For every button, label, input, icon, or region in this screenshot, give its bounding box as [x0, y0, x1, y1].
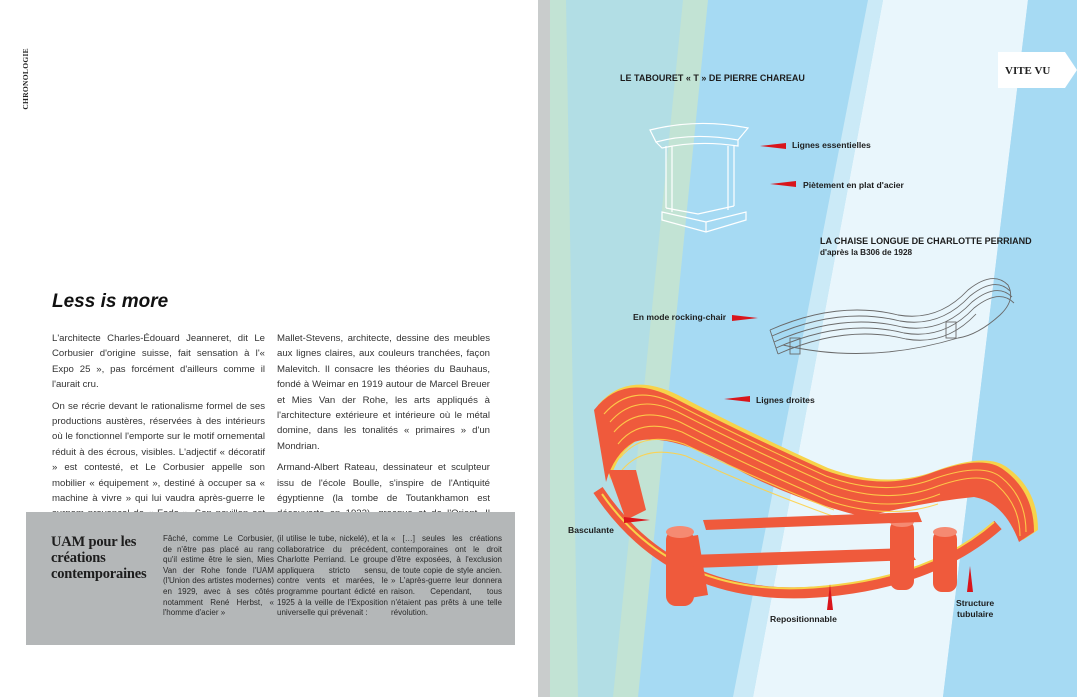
sidebar-column-3: « […] seules les créations contemporaines ont le droit d'être exposées, à l'exclusion de toute copie de style ancien. » L'après-guerre leur donnera raison. Cependant, tous n'étaient pas prêts à une telle révolution. — [391, 534, 502, 618]
pointer-lignes-essentielles — [760, 143, 786, 149]
label-repositionnable: Repositionnable — [770, 614, 837, 624]
stool-heading: LE TABOURET « T » DE PIERRE CHAREAU — [620, 73, 805, 83]
pointer-structure — [967, 566, 973, 592]
label-lignes-droites: Lignes droites — [756, 395, 815, 405]
label-lignes-essentielles: Lignes essentielles — [792, 140, 871, 150]
paragraph: Mallet-Stevens, architecte, dessine des meubles aux lignes claires, aux couleurs tranchées, façon Malevitch. Il consacre les théories du Bauhaus, fondé à Weimar en 1919 autour de Marcel Breuer et Mies Van der Rohe, les arts appliqués à l'architecture extérieure et intérieure où le métal domine, dans les tonalités « primaires » d'un Mondrian. — [277, 333, 490, 452]
sidebar-column-1: Fâché, comme Le Corbusier, de n'être pas placé au rang qu'il estime être le sien, Mies Van der Rohe fonde l'UAM (l'Union des artistes modernes) en 1929, avec à ses côtés notamment René Herbst, « l'homme d'acier » — [163, 534, 274, 618]
label-structure-line2: tubulaire — [956, 609, 994, 619]
chair-heading-line2: d'après la B306 de 1928 — [820, 248, 913, 257]
sidebar-box — [26, 512, 515, 645]
label-structure — [956, 598, 994, 620]
pointer-pietement — [770, 181, 796, 187]
article-title: Less is more — [52, 291, 169, 312]
paragraph: Armand-Albert Rateau, dessinateur et sculpteur issu de l'école Boulle, s'inspire de l'Antiquité égyptienne (la tombe de Toutankhamon est — [277, 462, 490, 505]
running-head: CHRONOLOGIE — [21, 48, 30, 110]
sidebar-column-2: (il utilise le tube, nickelé), et la collaboratrice du précédent, Charlotte Perriand. Le groupe appliquera stricto sensu, contre vents et marées, le programme pourtant édicté en 1925 à la veille de l'Exposition universelle qui prévenait : — [277, 534, 388, 618]
label-rocking: En mode rocking-chair — [633, 312, 727, 322]
left-page — [0, 0, 538, 697]
right-page — [538, 0, 1077, 697]
pointer-repositionnable — [827, 584, 833, 610]
pointer-layer — [538, 0, 1077, 697]
label-pietement: Piètement en plat d'acier — [803, 180, 904, 190]
paragraph: L'architecte Charles-Édouard Jeanneret, dit Le Corbusier d'origine suisse, fait sensation à l'« Expo 25 », pas forcément d'ailleurs comme il l'aurait cru. — [52, 333, 265, 391]
label-structure-line1: Structure — [956, 598, 995, 608]
pointer-rocking — [732, 315, 758, 321]
label-basculante: Basculante — [568, 525, 614, 535]
sidebar-title: UAM pour les créations contemporaines — [51, 534, 147, 582]
section-tag: VITE VU — [1005, 65, 1051, 77]
paragraph: On se récrie devant le rationalisme formel de ses productions austères, réservées à des intérieurs où le fonctionnel l'emporte sur le motif ornemental réduit à des écrous, visibles. L'adjectif « décoratif » est contesté, et Le Corbusier appelle son mobilier « équipement », destiné à occuper sa « machine à vivre » qui lui vaudra après-guerre le — [52, 400, 265, 505]
pointer-lignes-droites — [724, 396, 750, 402]
pointer-basculante — [624, 517, 650, 523]
chair-heading-line1: LA CHAISE LONGUE DE CHARLOTTE PERRIAND — [820, 236, 1032, 246]
